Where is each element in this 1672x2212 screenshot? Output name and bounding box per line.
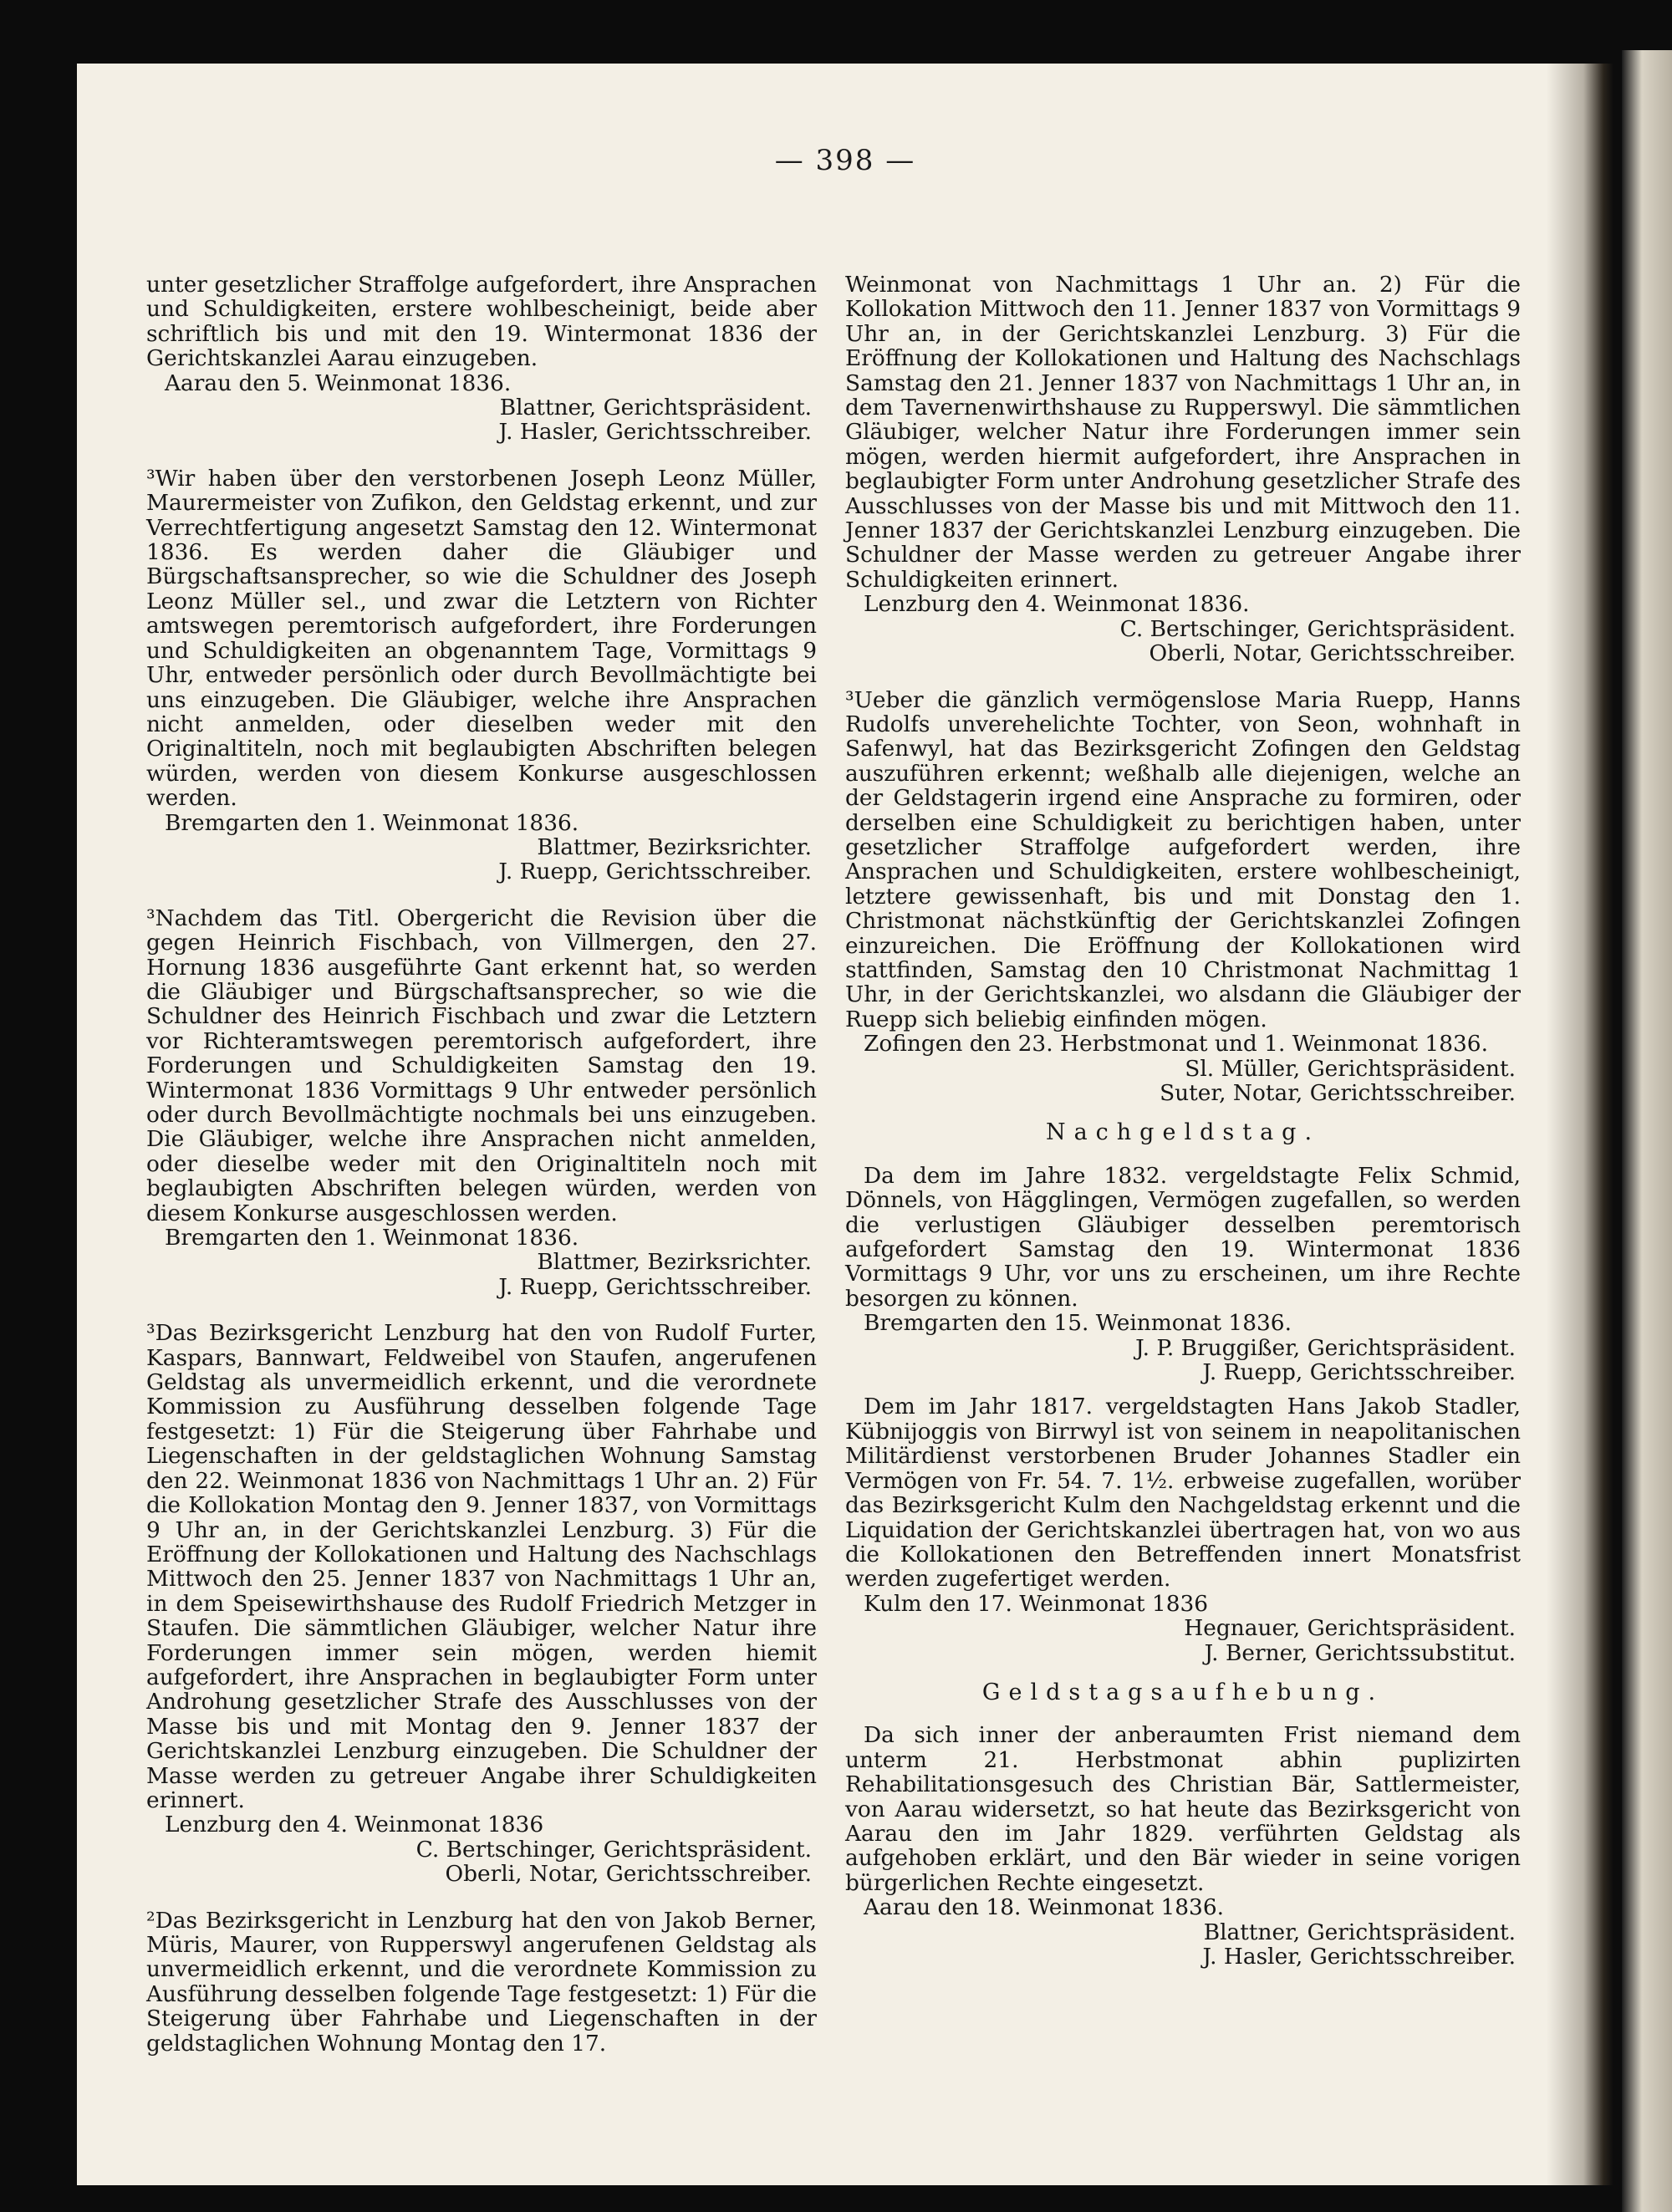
notice-baer-aarau: Da sich inner der anberaumten Frist niemand dem unterm 21. Herbstmonat abhin puplizirten Rehabilitationsgesuch des Christian Bär, Sattlermeister, von Aarau widersetzt, so hat heute das Bezirksgericht von Aarau den im Jahr 1829. verführten Geldstag als aufgehoben erklärt, und den Bär wieder in seine vorigen bürgerlichen Rechte eingesetzt. — [845, 1722, 1521, 1896]
signature-president: Blattner, Gerichtspräsident. — [499, 395, 812, 421]
signature-president: J. P. Bruggißer, Gerichtspräsident. — [1135, 1334, 1516, 1361]
signature-substitute: J. Berner, Gerichtssubstitut. — [1204, 1639, 1516, 1666]
notice-aarau-continued: unter gesetzlicher Straffolge aufgefordert, ihre Ansprachen und Schuldigkeiten, erstere wohlbescheinigt, beide aber schriftlich bis und mit den 19. Wintermonat 1836 der Gerichtskanzlei Aarau einzugeben. — [146, 272, 817, 372]
signature-clerk: Oberli, Notar, Gerichtsschreiber. — [445, 1861, 812, 1888]
notice-date: Bremgarten den 15. Weinmonat 1836. — [864, 1310, 1292, 1337]
notice-date: Bremgarten den 1. Weinmonat 1836. — [165, 809, 579, 836]
document-page — [77, 64, 1613, 2185]
notice-date: Kulm den 17. Weinmonat 1836 — [864, 1590, 1209, 1617]
right-column — [845, 273, 1521, 1969]
signature-judge: Blattmer, Bezirksrichter. — [537, 833, 812, 860]
signature-clerk: J. Ruepp, Gerichtsschreiber. — [498, 1273, 812, 1300]
notice-berner-continued: Weinmonat von Nachmittags 1 Uhr an. 2) Für die Kollokation Mittwoch den 11. Jenner 1837 von Vormittags 9 Uhr an, in der Gerichtskanzlei Lenzburg. 3) Für die Eröffnung der Kollokationen und Haltung des Nachschlags Samstag den 21. Jenner 1837 von Nachmittags 1 Uhr an, in dem Tavernenwirthshause zu Rupperswyl. Die sämmtlichen Gläubiger, welcher Natur ihre Forderungen immer sein mögen, werden hiermit aufgefordert, ihre Ansprachen in beglaubigter Form unter Androhung gesetzlicher Strafe des Ausschlusses von der Masse bis und mit Mittwoch den 11. Jenner 1837 der Gerichtskanzlei Lenzburg einzugeben. Die Schuldner der Masse werden zu getreuer Angabe ihrer Schuldigkeiten erinnert. — [845, 272, 1521, 593]
notice-mueller-zufikon: ³Wir haben über den verstorbenen Joseph Leonz Müller, Maurermeister von Zufikon, den Geldstag erkennt, und zur Verrechtfertigung angesetzt Samstag den 12. Wintermonat 1836. Es werden daher die Gläubiger und Bürgschaftsansprecher, so wie die Schuldner des Joseph Leonz Müller sel., und zwar die Letztern von Richter amtswegen peremtorisch aufgefordert, ihre Forderungen und Schuldigkeiten an obgenanntem Tage, Vormittags 9 Uhr, entweder persönlich oder durch Bevollmächtigte bei uns einzugeben. Die Gläubiger, welche ihre Ansprachen nicht anmelden, oder dieselben weder mit den Originaltiteln, noch mit beglaubigten Abschriften belegen würden, werden von diesem Konkurse ausgeschlossen werden. — [146, 465, 817, 812]
signature-clerk: J. Ruepp, Gerichtsschreiber. — [498, 859, 812, 885]
signature-clerk: J. Ruepp, Gerichtsschreiber. — [1202, 1359, 1516, 1386]
page-number: — 398 — — [774, 144, 916, 177]
section-heading-geldstagsaufhebung: Geldstagsaufhebung. — [981, 1679, 1384, 1705]
signature-clerk: Suter, Notar, Gerichtsschreiber. — [1160, 1080, 1516, 1106]
adjacent-page-edge — [1622, 50, 1672, 2212]
notice-date: Lenzburg den 4. Weinmonat 1836 — [165, 1812, 544, 1838]
notice-ruepp-seon: ³Ueber die gänzlich vermögenslose Maria Ruepp, Hanns Rudolfs unverehelichte Tochter, von Seon, wohnhaft in Safenwyl, hat das Bezirksgericht Zofingen den Geldstag auszuführen erkennt; weßhalb alle diejenigen, welche an der Geldstagerin irgend eine Ansprache zu formiren, oder derselben eine Schuldigkeit zu berichtigen haben, unter gesetzlicher Straffolge aufgefordert werden, ihre Ansprachen und Schuldigkeiten, erstere wohlbescheinigt, letztere gewissenhaft, bis und mit Donstag den 1. Christmonat nächstkünftig der Gerichtskanzlei Zofingen einzureichen. Die Eröffnung der Kollokationen wird stattfinden, Samstag den 10 Christmonat Nachmittag 1 Uhr, in der Gerichtskanzlei, wo alsdann die Gläubiger der Ruepp sich beliebig einfinden mögen. — [845, 686, 1521, 1032]
signature-president: Hegnauer, Gerichtspräsident. — [1184, 1615, 1516, 1642]
notice-date: Aarau den 18. Weinmonat 1836. — [864, 1894, 1224, 1921]
notice-berner-rupperswyl: ²Das Bezirksgericht in Lenzburg hat den von Jakob Berner, Müris, Maurer, von Rupperswyl angerufenen Geldstag als unvermeidlich erkennt, und die verordnete Kommission zu Ausführung desselben folgende Tage festgesetzt: 1) Für die Steigerung über Fahrhabe und Liegenschaften in der geldstaglichen Wohnung Montag den 17. — [146, 1907, 817, 2057]
left-column — [146, 273, 817, 2056]
signature-president: Sl. Müller, Gerichtspräsident. — [1185, 1055, 1516, 1082]
notice-date: Bremgarten den 1. Weinmonat 1836. — [165, 1225, 579, 1251]
section-heading-nachgeldstag: Nachgeldstag. — [1045, 1119, 1321, 1146]
notice-schmid-haegglingen: Da dem im Jahre 1832. vergeldstagte Felix Schmid, Dönnels, von Hägglingen, Vermögen zugefallen, so werden die verlustigen Gläubiger desselben peremtorisch aufgefordert Samstag den 19. Wintermonat 1836 Vormittags 9 Uhr, vor uns zu erscheinen, um ihre Rechte besorgen zu können. — [845, 1162, 1521, 1312]
notice-fischbach-villmergen: ³Nachdem das Titl. Obergericht die Revision über die gegen Heinrich Fischbach, von Villmergen, den 27. Hornung 1836 ausgeführte Gant erkennt hat, so werden die Gläubiger und Bürgschaftsansprecher, so wie die Schuldner des Heinrich Fischbach und zwar die Letztern vor Richteramtswegen peremtorisch aufgefordert, ihre Forderungen und Schuldigkeiten Samstag den 19. Wintermonat 1836 Vormittags 9 Uhr entweder persönlich oder durch Bevollmächtigte nochmals bei uns einzugeben. Die Gläubiger, welche ihre Ansprachen nicht anmelden, oder dieselbe weder mit den Originaltiteln noch mit beglaubigten Abschriften belegen würden, werden von diesem Konkurse ausgeschlossen werden. — [146, 905, 817, 1226]
signature-clerk: J. Hasler, Gerichtsschreiber. — [1202, 1944, 1516, 1970]
signature-president: C. Bertschinger, Gerichtspräsident. — [1119, 615, 1516, 642]
signature-president: C. Bertschinger, Gerichtspräsident. — [415, 1836, 812, 1863]
notice-stadler-birrwyl: Dem im Jahr 1817. vergeldstagten Hans Jakob Stadler, Kübnijoggis von Birrwyl ist von seinem in neapolitanischen Militärdienst verstorbenen Bruder Johannes Stadler ein Vermögen von Fr. 54. 7. 1½. erbweise zugefallen, worüber das Bezirksgericht Kulm den Nachgeldstag erkennt und die Liquidation der Gerichtskanzlei übertragen hat, von wo aus die Kollokationen den Betreffenden innert Monatsfrist werden zugefertiget werden. — [845, 1394, 1521, 1593]
signature-clerk: Oberli, Notar, Gerichtsschreiber. — [1149, 640, 1516, 667]
notice-furter-staufen: ³Das Bezirksgericht Lenzburg hat den von Rudolf Furter, Kaspars, Bannwart, Feldweibel von Staufen, angerufenen Geldstag als unvermeidlich erkennt, und die verordnete Kommission zu Ausführung desselben folgende Tage festgesetzt: 1) Für die Steigerung über Fahrhabe und Liegenschaften in der geldstaglichen Wohnung Samstag den 22. Weinmonat 1836 von Nachmittags 1 Uhr an. 2) Für die Kollokation Montag den 9. Jenner 1837, von Vormittags 9 Uhr an, in der Gerichtskanzlei Lenzburg. 3) Für die Eröffnung der Kollokationen und Haltung des Nachschlags Mittwoch den 25. Jenner 1837 von Nachmittags 1 Uhr an, in dem Speisewirthshause des Rudolf Friedrich Metzger in Staufen. Die sämmtlichen Gläubiger, welcher Natur ihre Forderungen immer sein mögen, werden hiemit aufgefordert, ihre Ansprachen in beglaubigter Form unter Androhung gesetzlicher Strafe des Ausschlusses von der Masse bis und mit Montag den 9. Jenner 1837 der Gerichtskanzlei Lenzburg einzugeben. Die Schuldner der Masse werden zu getreuer Angabe ihrer Schuldigkeiten erinnert. — [146, 1320, 817, 1813]
notice-date: Lenzburg den 4. Weinmonat 1836. — [864, 591, 1250, 618]
signature-clerk: J. Hasler, Gerichtsschreiber. — [498, 419, 812, 446]
signature-judge: Blattmer, Bezirksrichter. — [537, 1249, 812, 1276]
page-spine-shadow — [1547, 64, 1613, 2185]
notice-date: Aarau den 5. Weinmonat 1836. — [165, 370, 512, 396]
notice-date: Zofingen den 23. Herbstmonat und 1. Weinmonat 1836. — [864, 1031, 1488, 1058]
signature-president: Blattner, Gerichtspräsident. — [1203, 1919, 1516, 1945]
